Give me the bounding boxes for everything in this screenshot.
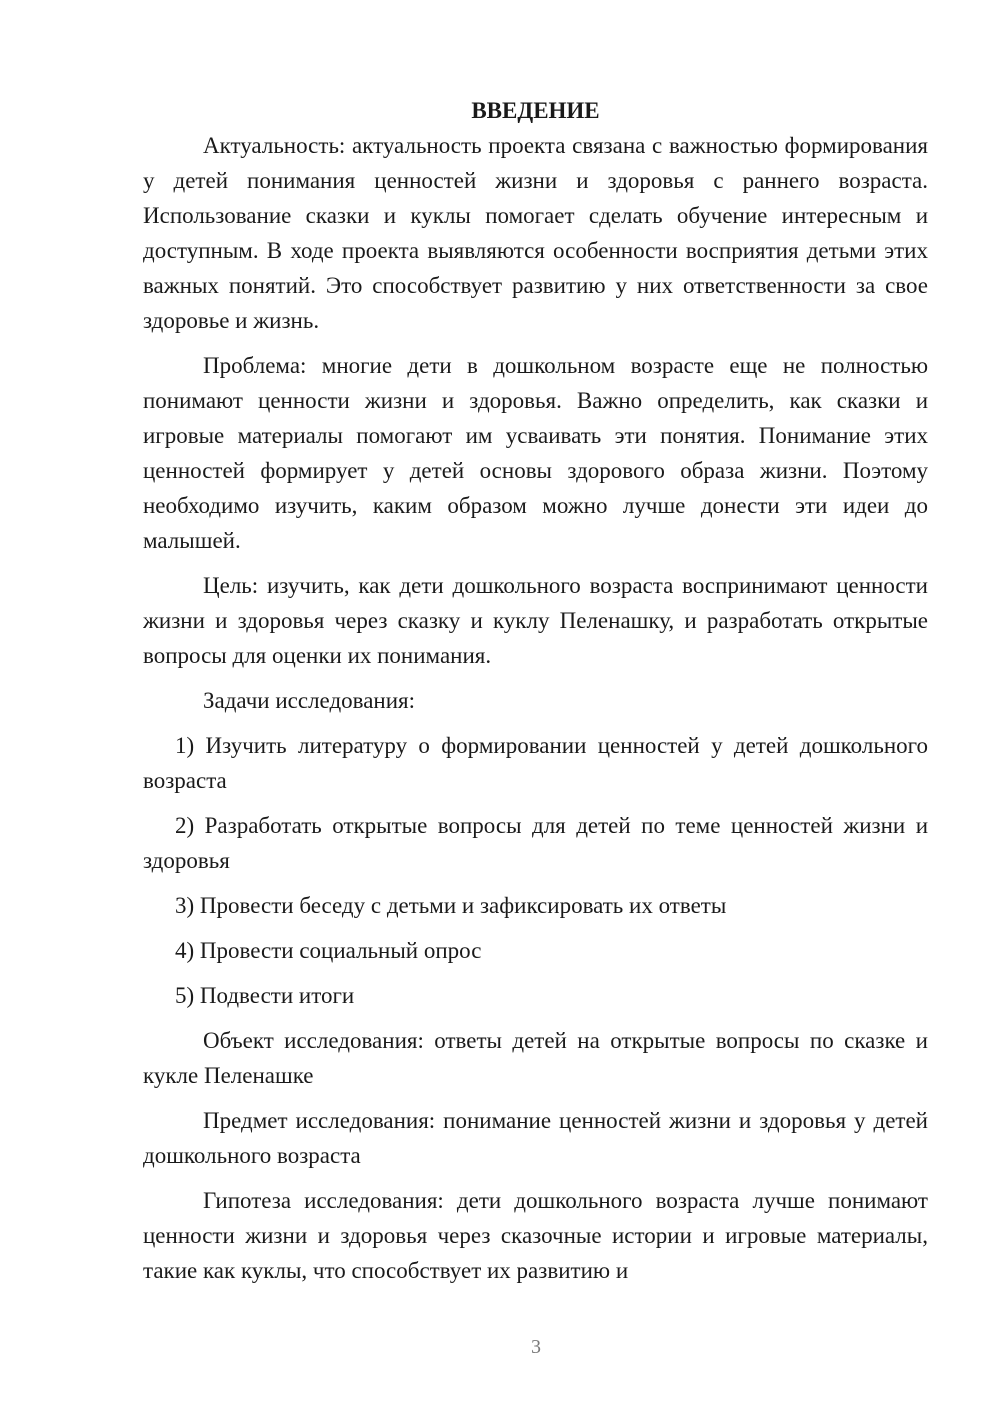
paragraph-problem: Проблема: многие дети в дошкольном возрасте еще не полностью понимают ценности жизни и здоровья. Важно определить, как сказки и игровые материалы помогают им усваивать эти понятия. Понимание этих ценностей формирует у детей основы здорового образа жизни. Поэтому необходимо изучить, каким образом можно лучше донести эти идеи до малышей. [143, 353, 928, 553]
paragraph-subject: Предмет исследования: понимание ценностей жизни и здоровья у детей дошкольного возраста [143, 1108, 928, 1168]
task-item-5: 5) Подвести итоги [175, 983, 355, 1008]
paragraph-hypothesis: Гипотеза исследования: дети дошкольного возраста лучше понимают ценности жизни и здоровья через сказочные истории и игровые материалы, такие как куклы, что способствует их развитию и [143, 1188, 928, 1283]
task-item-3: 3) Провести беседу с детьми и зафиксировать их ответы [175, 893, 727, 918]
task-item-4: 4) Провести социальный опрос [175, 938, 482, 963]
document-page [143, 93, 928, 1318]
page-number: 3 [531, 1336, 541, 1358]
paragraph-relevance: Актуальность: актуальность проекта связана с важностью формирования у детей понимания ценностей жизни и здоровья с раннего возраста. Использование сказки и куклы помогает сделать обучение интересным и доступным. В ходе проекта выявляются особенности восприятия детьми этих важных понятий. Это способствует развитию у них ответственности за свое здоровье и жизнь. [143, 133, 928, 333]
section-title: ВВЕДЕНИЕ [471, 98, 600, 123]
paragraph-goal: Цель: изучить, как дети дошкольного возраста воспринимают ценности жизни и здоровья через сказку и куклу Пеленашку, и разработать открытые вопросы для оценки их понимания. [143, 573, 928, 668]
paragraph-object: Объект исследования: ответы детей на открытые вопросы по сказке и кукле Пеленашке [143, 1028, 928, 1088]
task-item-1: 1) Изучить литературу о формировании ценностей у детей дошкольного возраста [143, 733, 928, 793]
task-item-2: 2) Разработать открытые вопросы для детей по теме ценностей жизни и здоровья [143, 813, 928, 873]
paragraph-tasks-heading: Задачи исследования: [203, 688, 416, 713]
